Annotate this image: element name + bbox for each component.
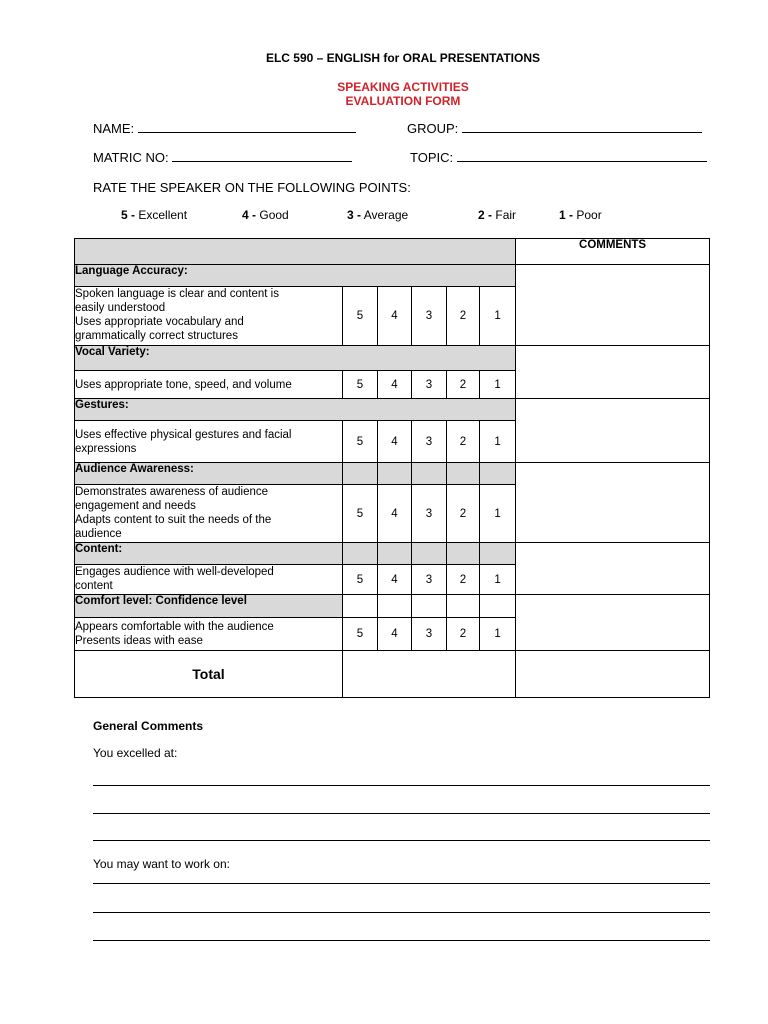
general-comments-heading: General Comments [93,719,204,733]
matric-line [172,160,352,162]
topic-field[interactable] [410,150,707,165]
rating-1[interactable]: 1 [480,421,516,463]
blank-cell [412,595,447,618]
shade-cell [378,463,412,485]
rating-1[interactable]: 1 [480,485,516,543]
matric-label: MATRIC NO: [93,150,169,165]
evaluation-table [74,238,710,698]
shade-cell [447,463,480,485]
scale-4: 4 - Good [242,208,289,222]
shade-cell [412,463,447,485]
work-on-line-2[interactable] [93,912,710,913]
shade-cell [447,543,480,565]
criterion: Spoken language is clear and content is easily understood Uses appropriate vocabulary and grammatically correct structures [75,287,343,346]
comment-box[interactable] [516,595,710,651]
header-cell [75,239,516,265]
form-subtitle-2: EVALUATION FORM [345,94,461,108]
topic-line [457,160,707,162]
rating-4[interactable]: 4 [378,287,412,346]
excelled-line-1[interactable] [93,785,710,786]
rating-4[interactable]: 4 [378,421,412,463]
rating-4[interactable]: 4 [378,565,412,595]
rating-5[interactable]: 5 [343,371,378,399]
name-field[interactable] [93,121,356,136]
work-on-line-3[interactable] [93,940,710,941]
rating-2[interactable]: 2 [447,371,480,399]
criterion: Uses effective physical gestures and facial expressions [75,421,343,463]
rating-1[interactable]: 1 [480,565,516,595]
total-comment-box[interactable] [516,651,710,698]
group-line [462,131,702,133]
criterion: Appears comfortable with the audience Presents ideas with ease [75,618,343,651]
work-on-line-1[interactable] [93,883,710,884]
rating-2[interactable]: 2 [447,485,480,543]
rating-3[interactable]: 3 [412,371,447,399]
section-title: Language Accuracy: [75,265,516,287]
name-line [138,131,356,133]
rating-1[interactable]: 1 [480,618,516,651]
rating-3[interactable]: 3 [412,565,447,595]
section-title: Vocal Variety: [75,346,516,371]
comment-box[interactable] [516,346,710,399]
rating-5[interactable]: 5 [343,565,378,595]
rating-3[interactable]: 3 [412,287,447,346]
topic-label: TOPIC: [410,150,454,165]
rating-4[interactable]: 4 [378,485,412,543]
shade-cell [480,543,516,565]
rating-2[interactable]: 2 [447,618,480,651]
rating-1[interactable]: 1 [480,371,516,399]
shade-cell [378,543,412,565]
criterion: Demonstrates awareness of audience engagement and needs Adapts content to suit the needs of the audience [75,485,343,543]
group-field[interactable] [407,121,702,136]
comment-box[interactable] [516,265,710,346]
scale-2: 2 - Fair [478,208,517,222]
comments-header: COMMENTS [516,239,710,265]
matric-field[interactable] [93,150,352,165]
comment-box[interactable] [516,463,710,543]
section-title: Gestures: [75,399,516,421]
rating-2[interactable]: 2 [447,565,480,595]
section-title: Audience Awareness: [75,463,343,485]
total-label: Total [75,651,343,698]
rating-2[interactable]: 2 [447,421,480,463]
course-title: ELC 590 – ENGLISH for ORAL PRESENTATIONS [265,51,541,65]
excelled-line-2[interactable] [93,813,710,814]
rating-3[interactable]: 3 [412,485,447,543]
rating-5[interactable]: 5 [343,287,378,346]
shade-cell [343,543,378,565]
blank-cell [378,595,412,618]
comment-box[interactable] [516,399,710,463]
excelled-label: You excelled at: [93,746,178,760]
comment-box[interactable] [516,543,710,595]
shade-cell [412,543,447,565]
rating-1[interactable]: 1 [480,287,516,346]
rating-2[interactable]: 2 [447,287,480,346]
rating-4[interactable]: 4 [378,618,412,651]
rating-5[interactable]: 5 [343,421,378,463]
criterion: Uses appropriate tone, speed, and volume [75,371,343,399]
scale-3: 3 - Average [347,208,409,222]
shade-cell [343,463,378,485]
scale-5: 5 - Excellent [121,208,188,222]
criterion: Engages audience with well-developed content [75,565,343,595]
form-subtitle-1: SPEAKING ACTIVITIES [337,80,469,94]
blank-cell [480,595,516,618]
rating-3[interactable]: 3 [412,618,447,651]
name-label: NAME: [93,121,135,136]
scale-1: 1 - Poor [559,208,602,222]
total-score-box[interactable] [343,651,516,698]
work-on-label: You may want to work on: [93,857,230,871]
rating-4[interactable]: 4 [378,371,412,399]
excelled-line-3[interactable] [93,840,710,841]
rating-3[interactable]: 3 [412,421,447,463]
blank-cell [343,595,378,618]
section-title: Comfort level: Confidence level [75,595,343,618]
rating-instruction: RATE THE SPEAKER ON THE FOLLOWING POINTS: [93,180,411,195]
rating-5[interactable]: 5 [343,485,378,543]
rating-5[interactable]: 5 [343,618,378,651]
section-title: Content: [75,543,343,565]
group-label: GROUP: [407,121,459,136]
blank-cell [447,595,480,618]
shade-cell [480,463,516,485]
